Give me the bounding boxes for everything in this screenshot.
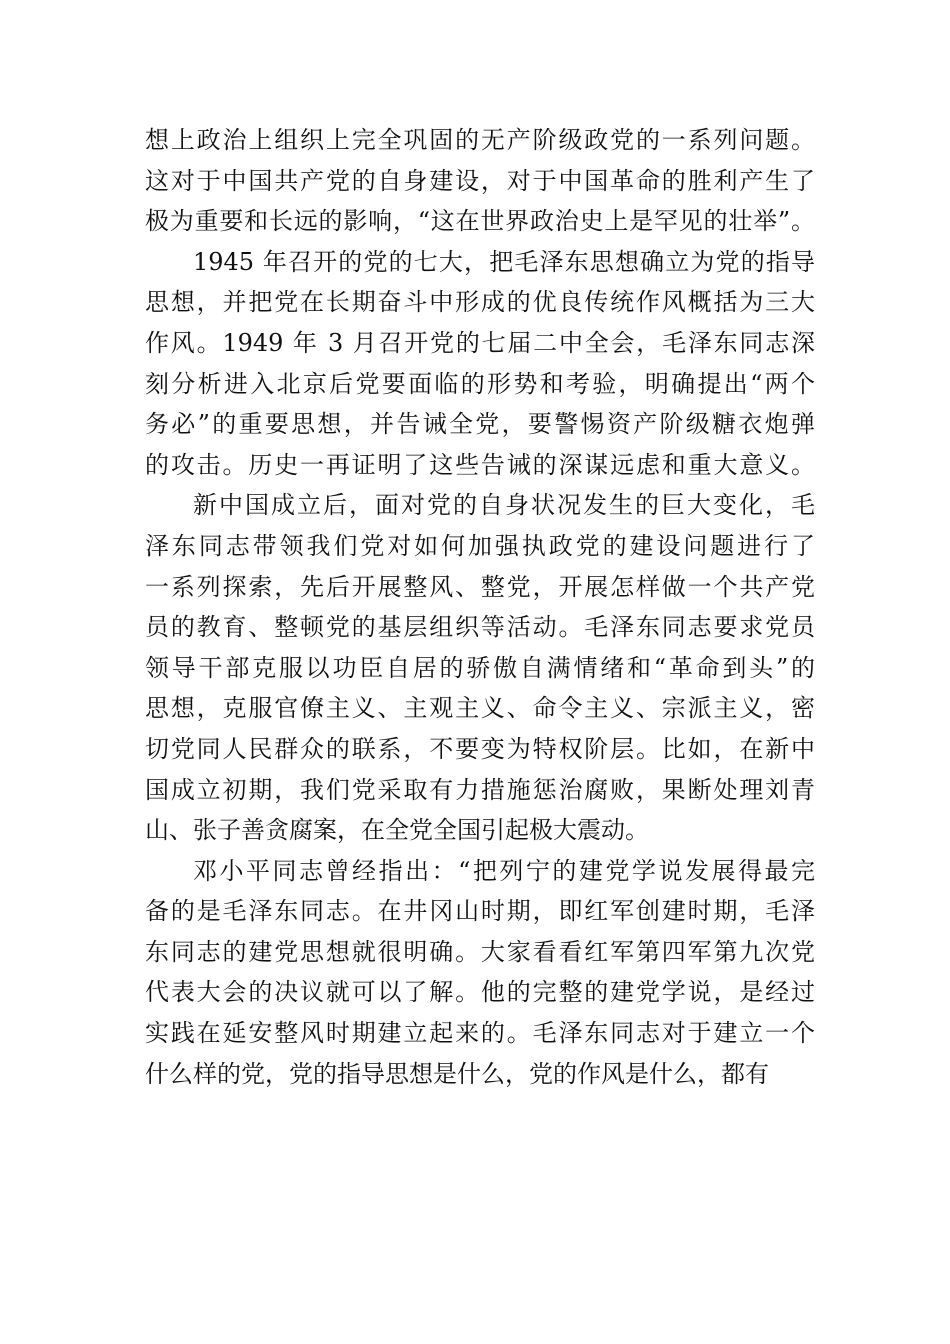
body-text (145, 120, 815, 1094)
text-line: 的攻击。历史一再证明了这些告诫的深谋远虑和重大意义。 (145, 450, 815, 479)
paragraph-first-line: 1945 年召开的党的七大，把毛泽东思想确立为党的指导 (193, 247, 815, 276)
text-line: 什么样的党，党的指导思想是什么，党的作风是什么，都有 (145, 1059, 769, 1088)
text-line: 员的教育、整顿党的基层组织等活动。毛泽东同志要求党员 (145, 613, 815, 642)
text-line: 泽东同志带领我们党对如何加强执政党的建设问题进行了 (145, 531, 815, 560)
text-line: 一系列探索，先后开展整风、整党，开展怎样做一个共产党 (145, 572, 815, 601)
text-line: 想上政治上组织上完全巩固的无产阶级政党的一系列问题。 (145, 126, 815, 154)
text-line: 极为重要和长远的影响，“这在世界政治史上是罕见的壮举”。 (145, 207, 815, 236)
text-line: 作风。1949 年 3 月召开党的七届二中全会，毛泽东同志深 (145, 328, 815, 357)
text-line: 刻分析进入北京后党要面临的形势和考验，明确提出“两个 (145, 369, 815, 398)
paragraph-first-line: 邓小平同志曾经指出：“把列宁的建党学说发展得最完 (193, 856, 815, 885)
text-line: 领导干部克服以功臣自居的骄傲自满情绪和“革命到头”的 (145, 653, 815, 682)
text-line: 国成立初期，我们党采取有力措施惩治腐败，果断处理刘青 (145, 775, 815, 804)
paragraph-first-line: 新中国成立后，面对党的自身状况发生的巨大变化，毛 (193, 491, 815, 520)
text-line: 思想，克服官僚主义、主观主义、命令主义、宗派主义，密 (145, 694, 815, 723)
text-line: 务必”的重要思想，并告诫全党，要警惕资产阶级糖衣炮弹 (145, 410, 815, 439)
text-line: 东同志的建党思想就很明确。大家看看红军第四军第九次党 (145, 937, 815, 966)
text-line: 备的是毛泽东同志。在井冈山时期，即红军创建时期，毛泽 (145, 897, 815, 926)
text-line: 代表大会的决议就可以了解。他的完整的建党学说，是经过 (145, 978, 815, 1007)
text-line: 山、张子善贪腐案，在全党全国引起极大震动。 (145, 816, 649, 845)
text-line: 实践在延安整风时期建立起来的。毛泽东同志对于建立一个 (145, 1019, 815, 1048)
text-line: 切党同人民群众的联系，不要变为特权阶层。比如，在新中 (145, 734, 815, 763)
text-line: 这对于中国共产党的自身建设，对于中国革命的胜利产生了 (145, 166, 815, 195)
text-line: 思想，并把党在长期奋斗中形成的优良传统作风概括为三大 (145, 288, 815, 317)
